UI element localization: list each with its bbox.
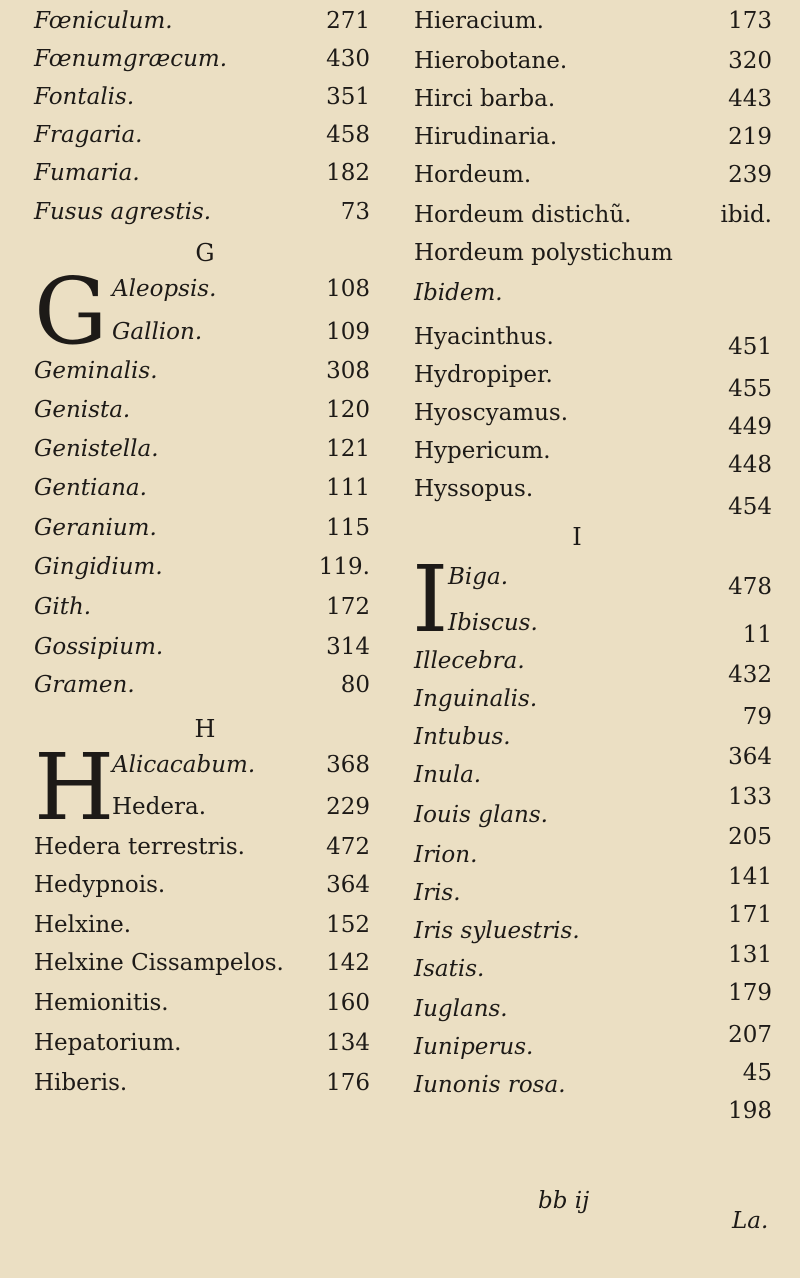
index-entry (400, 472, 800, 520)
drop-capital: I (412, 546, 449, 653)
index-entry (0, 630, 400, 664)
page-number: 351 (326, 84, 370, 110)
entry-term: Fœnumgræcum. (34, 46, 228, 72)
page-number: 430 (326, 46, 370, 72)
entry-term: Fumaria. (34, 160, 140, 186)
index-entry (0, 156, 400, 190)
page-number: 219 (728, 124, 772, 150)
entry-term: Fusus agrestis. (34, 199, 212, 225)
page-number: 454 (728, 494, 772, 520)
page-number: 364 (728, 744, 772, 770)
index-entry (400, 720, 800, 770)
page-number: 45 (742, 1060, 772, 1086)
page-number: 152 (326, 912, 370, 938)
page-number: 207 (728, 1022, 772, 1048)
index-entry (0, 986, 400, 1020)
index-entry (0, 511, 400, 545)
page-number: 79 (742, 704, 772, 730)
page-number: 160 (326, 990, 370, 1016)
page-number: 455 (728, 376, 772, 402)
index-entry (400, 758, 800, 810)
drop-capital: G (34, 258, 108, 365)
page-number: 134 (326, 1030, 370, 1056)
page-number: 368 (326, 752, 370, 778)
entry-term: Hyacinthus. (414, 324, 554, 350)
index-entry (0, 315, 400, 349)
entry-term: Gith. (34, 594, 92, 620)
entry-term: Hemionitis. (34, 990, 169, 1016)
index-entry (0, 1066, 400, 1100)
index-entry (400, 276, 800, 310)
entry-term: Geminalis. (34, 358, 158, 384)
index-entry (0, 471, 400, 505)
entry-term: Hierobotane. (414, 48, 568, 74)
entry-term: Helxine. (34, 912, 132, 938)
index-entry (400, 682, 800, 730)
drop-capital: H (34, 734, 115, 841)
entry-term: Hedera terrestris. (34, 834, 245, 860)
page-number: 171 (728, 902, 772, 928)
entry-term: Iuniperus. (414, 1034, 534, 1060)
entry-term: Ibiscus. (448, 610, 538, 636)
page-number: 443 (728, 86, 772, 112)
index-entry (0, 590, 400, 624)
page-number: 451 (728, 334, 772, 360)
page-number: 198 (728, 1098, 772, 1124)
entry-term: Fontalis. (34, 84, 135, 110)
index-entry (400, 644, 800, 688)
page-number: 142 (326, 950, 370, 976)
index-entry (0, 550, 400, 584)
index-entry (400, 236, 800, 270)
index-entry (400, 606, 800, 648)
page-number: 131 (728, 942, 772, 968)
page-number: 172 (326, 594, 370, 620)
page-number: 141 (728, 864, 772, 890)
page-number: 173 (728, 8, 772, 34)
page-number: 314 (326, 634, 370, 660)
page-number: 364 (326, 872, 370, 898)
entry-term: Hiberis. (34, 1070, 128, 1096)
entry-term: Gingidium. (34, 554, 163, 580)
index-entry (400, 798, 800, 850)
entry-term: Iuglans. (414, 996, 508, 1022)
entry-term: Hypericum. (414, 438, 551, 464)
index-entry (400, 876, 800, 928)
page-number: 109 (326, 319, 370, 345)
section-letter: I (572, 523, 582, 551)
index-entry (400, 4, 800, 38)
index-entry (0, 668, 400, 702)
index-entry (400, 82, 800, 116)
page-number: 448 (728, 452, 772, 478)
page-number: 478 (728, 574, 772, 600)
page-number: 458 (326, 122, 370, 148)
index-entry (400, 434, 800, 478)
index-entry (0, 354, 400, 388)
page-number: 320 (728, 48, 772, 74)
entry-term: Gallion. (112, 319, 203, 345)
index-entry (0, 790, 400, 824)
entry-term: Hieracium. (414, 8, 544, 34)
page-number: 179 (728, 980, 772, 1006)
index-entry (0, 868, 400, 902)
page-number: 472 (326, 834, 370, 860)
entry-term: Hydropiper. (414, 362, 553, 388)
entry-term: Genistella. (34, 436, 159, 462)
entry-term: Illecebra. (414, 648, 525, 674)
index-entry (0, 1026, 400, 1060)
index-entry (400, 120, 800, 154)
page-number: 176 (326, 1070, 370, 1096)
index-entry (400, 320, 800, 360)
index-entry (0, 42, 400, 76)
page-number: 239 (728, 162, 772, 188)
index-entry (0, 195, 400, 229)
entry-term: Intubus. (414, 724, 511, 750)
entry-term: Hyssopus. (414, 476, 534, 502)
entry-term: Inguinalis. (414, 686, 538, 712)
page-number: 229 (326, 794, 370, 820)
page-number: 271 (326, 8, 370, 34)
entry-term: Gentiana. (34, 475, 147, 501)
entry-term: Hedypnois. (34, 872, 166, 898)
index-entry (0, 393, 400, 427)
index-entry (0, 118, 400, 152)
page-number: 432 (728, 662, 772, 688)
entry-term: Iunonis rosa. (414, 1072, 566, 1098)
index-entry (400, 396, 800, 440)
page-number: 115 (326, 515, 370, 541)
index-entry (400, 44, 800, 78)
index-entry (400, 158, 800, 192)
entry-term: Ibidem. (414, 280, 503, 306)
entry-term: Hepatorium. (34, 1030, 182, 1056)
entry-term: Fœniculum. (34, 8, 173, 34)
entry-term: Gramen. (34, 672, 135, 698)
index-entry (400, 838, 800, 890)
signature-mark: bb ij (538, 1188, 590, 1214)
index-entry (0, 830, 400, 864)
entry-term: Fragaria. (34, 122, 143, 148)
entry-term: Hordeum. (414, 162, 532, 188)
entry-term: Gossipium. (34, 634, 164, 660)
page-number: 11 (742, 622, 772, 648)
index-entry (0, 80, 400, 114)
index-entry (0, 4, 400, 38)
index-entry (400, 914, 800, 968)
entry-term: Hordeum distichũ. (414, 202, 632, 228)
index-entry (400, 952, 800, 1006)
page-number: 182 (326, 160, 370, 186)
entry-term: Genista. (34, 397, 131, 423)
entry-term: Helxine Cissampelos. (34, 950, 284, 976)
entry-term: Iris. (414, 880, 461, 906)
page-number: 73 (340, 199, 370, 225)
page-number: 449 (728, 414, 772, 440)
page-number: 119. (318, 554, 370, 580)
page-number: 80 (340, 672, 370, 698)
page-number: 121 (326, 436, 370, 462)
index-entry (0, 908, 400, 942)
index-entry (400, 1068, 800, 1124)
page-number: 108 (326, 276, 370, 302)
index-entry (0, 946, 400, 980)
entry-term: Alicacabum. (112, 752, 256, 778)
entry-term: Hyoscyamus. (414, 400, 569, 426)
entry-term: Hirci barba. (414, 86, 556, 112)
index-entry (400, 198, 800, 232)
entry-term: Iris syluestris. (414, 918, 580, 944)
page-number: 111 (326, 475, 370, 501)
catchword: La. (732, 1208, 769, 1234)
entry-term: Aleopsis. (112, 276, 217, 302)
entry-term: Isatis. (414, 956, 485, 982)
entry-term: Biga. (448, 564, 509, 590)
page-number: 120 (326, 397, 370, 423)
entry-term: Hedera. (112, 794, 207, 820)
entry-term: Irion. (414, 842, 478, 868)
page-number: ibid. (720, 202, 772, 228)
entry-term: Iouis glans. (414, 802, 548, 828)
entry-term: Inula. (414, 762, 482, 788)
entry-term: Geranium. (34, 515, 157, 541)
entry-term: Hordeum polystichum (414, 240, 673, 266)
index-entry (0, 432, 400, 466)
page-number: 133 (728, 784, 772, 810)
section-letter: H (194, 715, 216, 743)
index-entry (400, 358, 800, 402)
entry-term: Hirudinaria. (414, 124, 558, 150)
page-number: 308 (326, 358, 370, 384)
section-letter: G (195, 239, 215, 267)
page-number: 205 (728, 824, 772, 850)
